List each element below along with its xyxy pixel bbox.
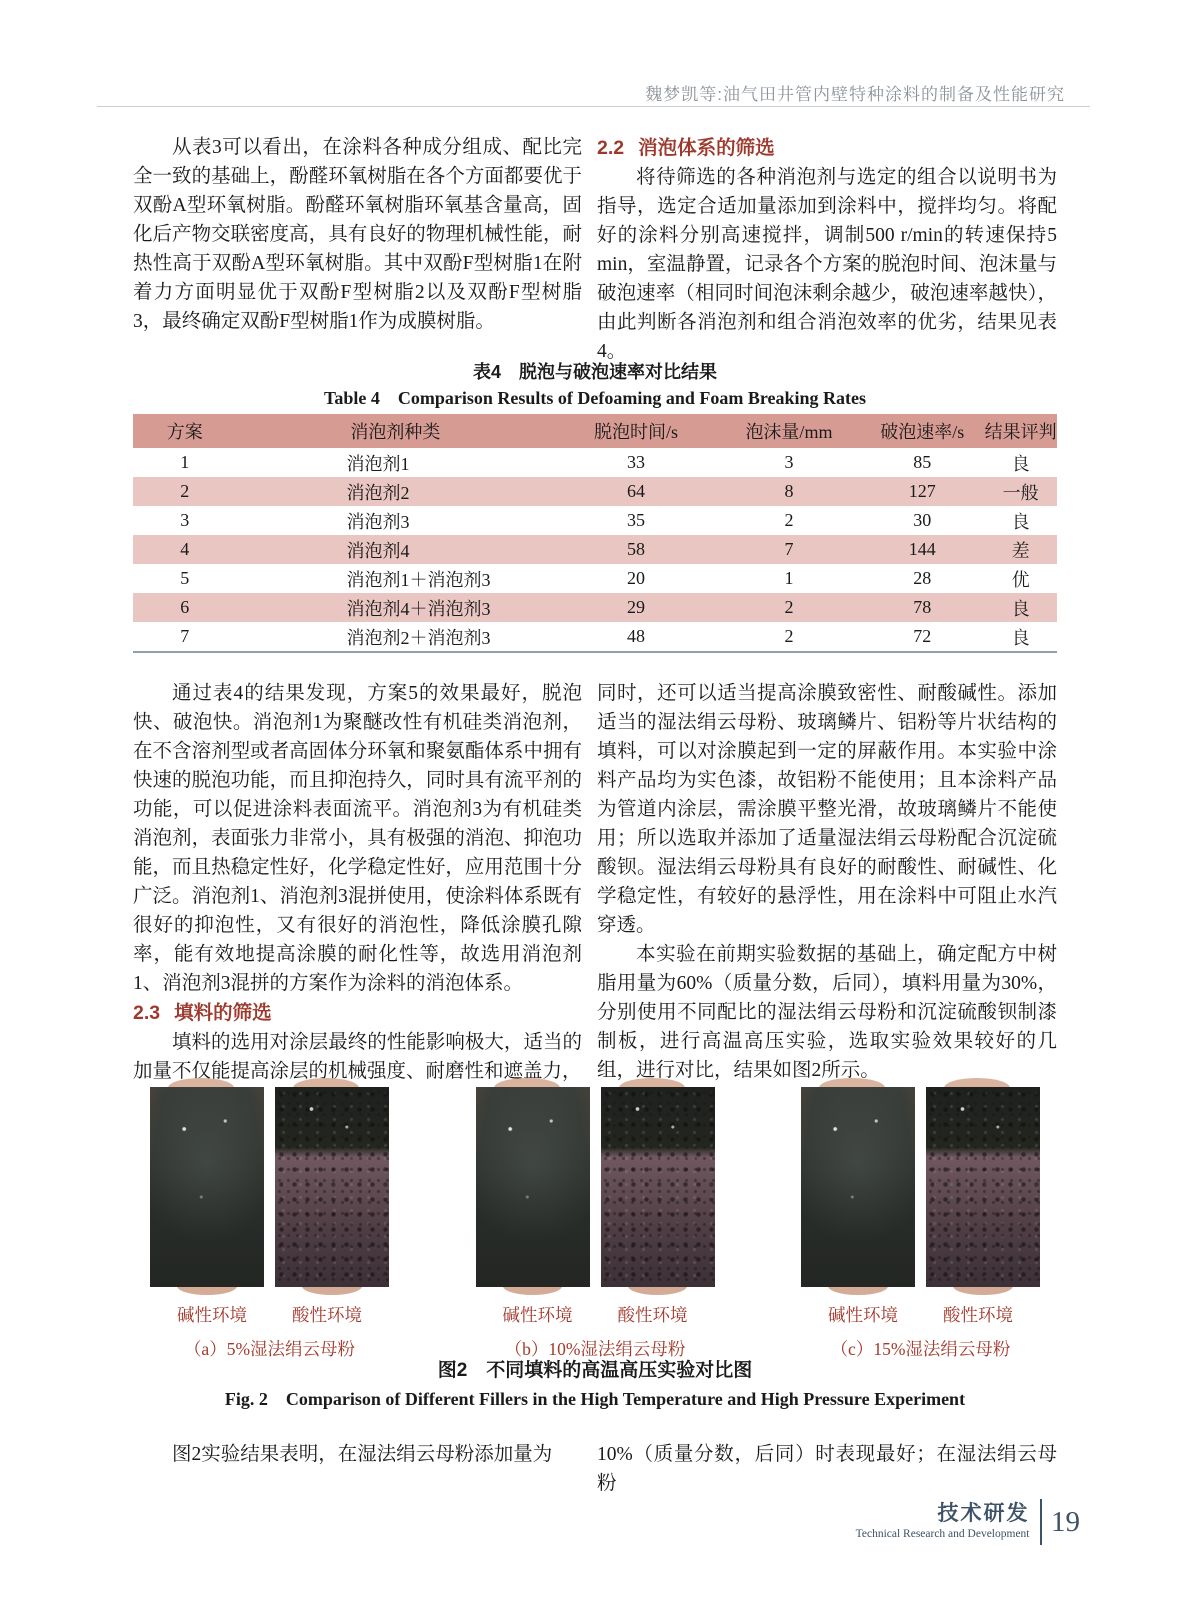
table-cell: 2 [784, 626, 794, 646]
table-row [133, 593, 1057, 622]
subfigure-caption: （a）5%湿法绢云母粉 [183, 1339, 356, 1359]
table-caption-zh: 表4 脱泡与破泡速率对比结果 [472, 362, 717, 382]
page-footer [856, 1499, 1080, 1545]
paragraph: 图2实验结果表明，在湿法绢云母粉添加量为 [172, 1444, 553, 1465]
table-cell: 优 [1011, 569, 1030, 590]
table-cell: 58 [554, 535, 717, 564]
table-cell: 7 [180, 626, 190, 646]
table-caption-en: Table 4 Comparison Results of Defoaming and Foam Breaking Rates [323, 388, 867, 408]
paragraph: 同时，还可以适当提高涂膜致密性、耐酸碱性。添加适当的湿法绢云母粉、玻璃鳞片、铝粉等片状结构的填料，可以对涂膜起到一定的屏蔽作用。本实验中涂料产品均为实色漆，故铝粉不能使用；且本涂料产品为管道内涂层，需涂膜平整光滑，故玻璃鳞片不能使用；所以选取并添加了适量湿法绢云母粉配合沉淀硫酸钡。湿法绢云母粉具有良好的耐酸性、耐碱性、化学稳定性，有较好的悬浮性，用在涂料中可阻止水汽穿透。 [597, 683, 1057, 936]
figure-photo-row [150, 1087, 1040, 1361]
figure-group-c [801, 1087, 1040, 1361]
column-header: 泡沫量/mm [718, 414, 860, 448]
alkaline-label: 碱性环境 [828, 1305, 898, 1325]
acidic-label: 酸性环境 [943, 1305, 1013, 1325]
footer-section-en: Technical Research and Development [855, 1528, 1030, 1540]
environment-labels [155, 1302, 385, 1327]
right-column-middle [597, 679, 1057, 1085]
paragraph: 填料的选用对涂层最终的性能影响极大，适当的加量不仅能提高涂层的机械强度、耐磨性和遮盖力， [133, 1032, 582, 1082]
table-cell: 消泡剂2 [237, 477, 555, 506]
table-cell: 5 [180, 568, 190, 588]
table-cell: 消泡剂1 [346, 453, 410, 474]
defoamer-comparison-table [133, 414, 1057, 653]
table-cell: 28 [913, 568, 932, 588]
table-cell: 消泡剂1＋消泡剂3 [346, 569, 491, 590]
footer-section-zh: 技术研发 [937, 1502, 1030, 1525]
coated-panel-photo-acidic [926, 1087, 1040, 1287]
table-cell: 30 [913, 510, 932, 530]
table-header-row [133, 414, 1057, 448]
alkaline-label: 碱性环境 [502, 1305, 573, 1325]
table-cell: 48 [627, 626, 645, 646]
coated-panel-photo-acidic [275, 1087, 389, 1287]
figure-group-a [150, 1087, 389, 1361]
header-rule [97, 106, 1090, 107]
subfigure-caption: （b）10%湿法绢云母粉 [504, 1339, 686, 1359]
table-cell: 4 [133, 535, 237, 564]
column-header: 结果评判 [984, 414, 1057, 448]
left-column-top [133, 133, 582, 336]
table-cell: 127 [860, 477, 984, 506]
footer-divider [1040, 1499, 1043, 1545]
table-row [133, 477, 1057, 506]
table-cell: 85 [913, 452, 932, 472]
table-cell: 2 [784, 510, 794, 530]
figure-group-b [476, 1087, 715, 1361]
column-header: 脱泡时间/s [554, 414, 717, 448]
table-cell: 33 [627, 452, 645, 472]
section-title: 消泡体系的筛选 [638, 137, 775, 159]
running-head: 魏梦凯等:油气田井管内壁特种涂料的制备及性能研究 [645, 85, 1065, 104]
table-cell: 64 [554, 477, 717, 506]
table-row [133, 564, 1057, 593]
coated-panel-photo-acidic [601, 1087, 715, 1287]
right-column-bottom [597, 1440, 1057, 1498]
acidic-label: 酸性环境 [617, 1305, 688, 1325]
paragraph: 本实验在前期实验数据的基础上，确定配方中树脂用量为60%（质量分数，后同），填料用量为30%，分别使用不同配比的湿法绢云母粉和沉淀硫酸钡制漆制板，进行高温高压实验，选取实验效果较好的几组，进行对比，结果如图2所示。 [597, 944, 1057, 1081]
acidic-label: 酸性环境 [292, 1305, 362, 1325]
table-cell: 29 [554, 593, 717, 622]
table-cell: 8 [718, 477, 860, 506]
coated-panel-photo-alkaline [150, 1087, 264, 1287]
figure-caption-en: Fig. 2 Comparison of Different Fillers in the High Temperature and High Pressure Experiment [224, 1389, 966, 1409]
table-cell: 6 [133, 593, 237, 622]
photo-pair [476, 1087, 715, 1287]
paragraph: 通过表4的结果发现，方案5的效果最好，脱泡快、破泡快。消泡剂1为聚醚改性有机硅类消泡剂，在不含溶剂型或者高固体分环氧和聚氨酯体系中拥有快速的脱泡功能，而且抑泡持久，同时具有流平剂的功能，可以促进涂料表面流平。消泡剂3为有机硅类消泡剂，表面张力非常小，具有极强的消泡、抑泡功能，而且热稳定性好，化学稳定性好，应用范围十分广泛。消泡剂1、消泡剂3混拼使用，使涂料体系既有很好的抑泡性，又有很好的消泡性，降低涂膜孔隙率，能有效地提高涂膜的耐化性等，故选用消泡剂1、消泡剂3混拼的方案作为涂料的消泡体系。 [133, 683, 582, 994]
table-row [133, 622, 1057, 652]
table-cell: 1 [180, 452, 190, 472]
alkaline-label: 碱性环境 [177, 1305, 247, 1325]
table-cell: 72 [913, 626, 932, 646]
subfigure-caption: （c）15%湿法绢云母粉 [830, 1339, 1011, 1359]
coated-panel-photo-alkaline [476, 1087, 590, 1287]
table-cell: 差 [984, 535, 1057, 564]
table-cell: 3 [784, 452, 794, 472]
column-header: 消泡剂种类 [237, 414, 555, 448]
paragraph: 将待筛选的各种消泡剂与选定的组合以说明书为指导，选定合适加量添加到涂料中，搅拌均匀。将配好的涂料分别高速搅拌，调制500 r/min的转速保持5 min，室温静置，记录各个方案的脱泡时间、泡沫量与破泡速率（相同时间泡沫剩余越少，破泡速率越快），由此判断各消泡剂和组合消泡效率的优劣，结果见表4。 [597, 167, 1057, 362]
environment-labels [806, 1302, 1036, 1327]
table-row [133, 535, 1057, 564]
photo-pair [801, 1087, 1040, 1287]
table-cell: 消泡剂2＋消泡剂3 [346, 627, 491, 648]
environment-labels [480, 1302, 710, 1327]
right-column-top [597, 133, 1057, 366]
column-header: 方案 [133, 414, 237, 448]
paragraph: 10%（质量分数，后同）时表现最好；在湿法绢云母粉 [597, 1444, 1057, 1494]
table-row [133, 506, 1057, 535]
table-cell: 2 [718, 593, 860, 622]
table-cell: 良 [984, 593, 1057, 622]
table-cell: 144 [860, 535, 984, 564]
page-number: 19 [1051, 1505, 1080, 1538]
table-cell: 35 [627, 510, 645, 530]
section-number: 2.3 [133, 1002, 161, 1024]
footer-section [856, 1502, 1030, 1542]
left-column-bottom [133, 1440, 582, 1469]
table-row [133, 448, 1057, 477]
table-cell: 一般 [984, 477, 1057, 506]
section-heading-2-3 [133, 998, 582, 1028]
figure-caption-zh: 图2 不同填料的高温高压实验对比图 [437, 1360, 753, 1381]
paragraph: 从表3可以看出，在涂料各种成分组成、配比完全一致的基础上，酚醛环氧树脂在各个方面都要优于双酚A型环氧树脂。酚醛环氧树脂环氧基含量高，固化后产物交联密度高，具有良好的物理机械性能，耐热性高于双酚A型环氧树脂。其中双酚F型树脂1在附着力方面明显优于双酚F型树脂2以及双酚F型树脂3，最终确定双酚F型树脂1作为成膜树脂。 [133, 137, 582, 332]
table-cell: 3 [180, 510, 190, 530]
table-cell: 7 [718, 535, 860, 564]
photo-pair [150, 1087, 389, 1287]
table-cell: 良 [1011, 453, 1030, 474]
table-cell: 消泡剂4 [237, 535, 555, 564]
column-header: 破泡速率/s [860, 414, 984, 448]
section-title: 填料的筛选 [174, 1002, 272, 1024]
figure-2 [150, 1087, 1040, 1361]
table-cell: 2 [133, 477, 237, 506]
table-cell: 消泡剂3 [346, 511, 410, 532]
section-number: 2.2 [597, 137, 625, 159]
coated-panel-photo-alkaline [801, 1087, 915, 1287]
table-cell: 1 [784, 568, 794, 588]
table-cell: 良 [1011, 511, 1030, 532]
table-cell: 良 [1011, 627, 1030, 648]
section-heading-2-2 [597, 133, 1057, 163]
table-cell: 消泡剂4＋消泡剂3 [237, 593, 555, 622]
table-cell: 20 [627, 568, 645, 588]
table-cell: 78 [860, 593, 984, 622]
left-column-middle [133, 679, 582, 1086]
